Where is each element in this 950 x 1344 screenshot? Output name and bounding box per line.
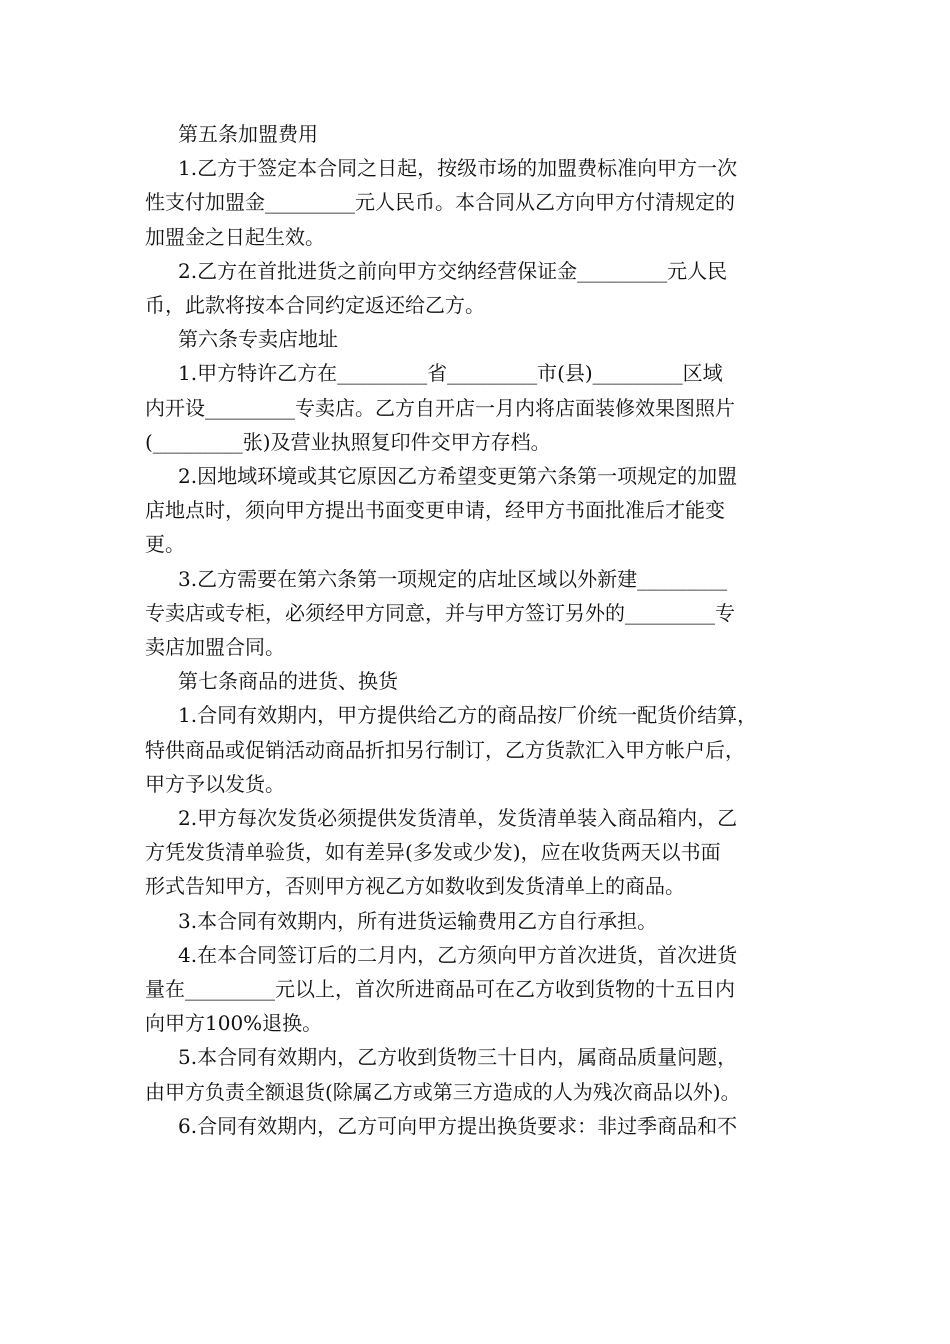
- doc-line: 性支付加盟金_________元人民币。本合同从乙方向甲方付清规定的: [145, 190, 735, 215]
- document-body: [145, 117, 810, 1143]
- doc-line: 币，此款将按本合同约定返还给乙方。: [145, 293, 485, 318]
- doc-line: 方凭发货清单验货，如有差异(多发或少发)，应在收货两天以书面: [145, 840, 721, 865]
- doc-line: 卖店加盟合同。: [145, 635, 285, 660]
- doc-line: 由甲方负责全额退货(除属乙方或第三方造成的人为残次商品以外)。: [145, 1079, 741, 1104]
- doc-line: 4.在本合同签订后的二月内，乙方须向甲方首次进货，首次进货: [178, 942, 738, 967]
- doc-line: 1.乙方于签定本合同之日起，按级市场的加盟费标准向甲方一次: [178, 156, 738, 181]
- doc-line: 2.甲方每次发货必须提供发货清单，发货清单装入商品箱内，乙: [178, 806, 738, 831]
- doc-line: 更。: [145, 532, 185, 557]
- doc-line: 5.本合同有效期内，乙方收到货物三十日内，属商品质量问题，: [178, 1045, 738, 1070]
- doc-line: 加盟金之日起生效。: [145, 224, 325, 249]
- doc-line: 第六条专卖店地址: [178, 327, 338, 352]
- doc-line: 3.乙方需要在第六条第一项规定的店址区域以外新建_________: [178, 566, 728, 591]
- doc-line: 店地点时，须向甲方提出书面变更申请，经甲方书面批准后才能变: [145, 498, 725, 523]
- doc-line: 量在_________元以上，首次所进商品可在乙方收到货物的十五日内: [145, 977, 735, 1002]
- doc-line: 形式告知甲方，否则甲方视乙方如数收到发货清单上的商品。: [145, 874, 685, 899]
- doc-line: 甲方予以发货。: [145, 771, 285, 796]
- doc-line: 内开设_________专卖店。乙方自开店一月内将店面装修效果图照片: [145, 395, 735, 420]
- doc-line: 第七条商品的进货、换货: [178, 669, 398, 694]
- doc-line: 1.合同有效期内，甲方提供给乙方的商品按厂价统一配货价结算，: [178, 703, 758, 728]
- doc-line: 3.本合同有效期内，所有进货运输费用乙方自行承担。: [178, 908, 658, 933]
- doc-line: 专卖店或专柜，必须经甲方同意，并与甲方签订另外的_________专: [145, 600, 735, 625]
- doc-line: (_________张)及营业执照复印件交甲方存档。: [145, 429, 551, 454]
- doc-line: 1.甲方特许乙方在_________省_________市(县)_________区域: [178, 361, 723, 386]
- doc-line: 第五条加盟费用: [178, 122, 318, 146]
- doc-line: 2.因地域环境或其它原因乙方希望变更第六条第一项规定的加盟: [178, 464, 738, 489]
- doc-line: 2.乙方在首批进货之前向甲方交纳经营保证金_________元人民: [178, 258, 728, 283]
- doc-line: 向甲方100%退换。: [145, 1011, 323, 1036]
- doc-line: 6.合同有效期内，乙方可向甲方提出换货要求：非过季商品和不: [178, 1113, 738, 1138]
- doc-line: 特供商品或促销活动商品折扣另行制订，乙方货款汇入甲方帐户后，: [145, 737, 745, 762]
- document-page: [145, 117, 810, 1143]
